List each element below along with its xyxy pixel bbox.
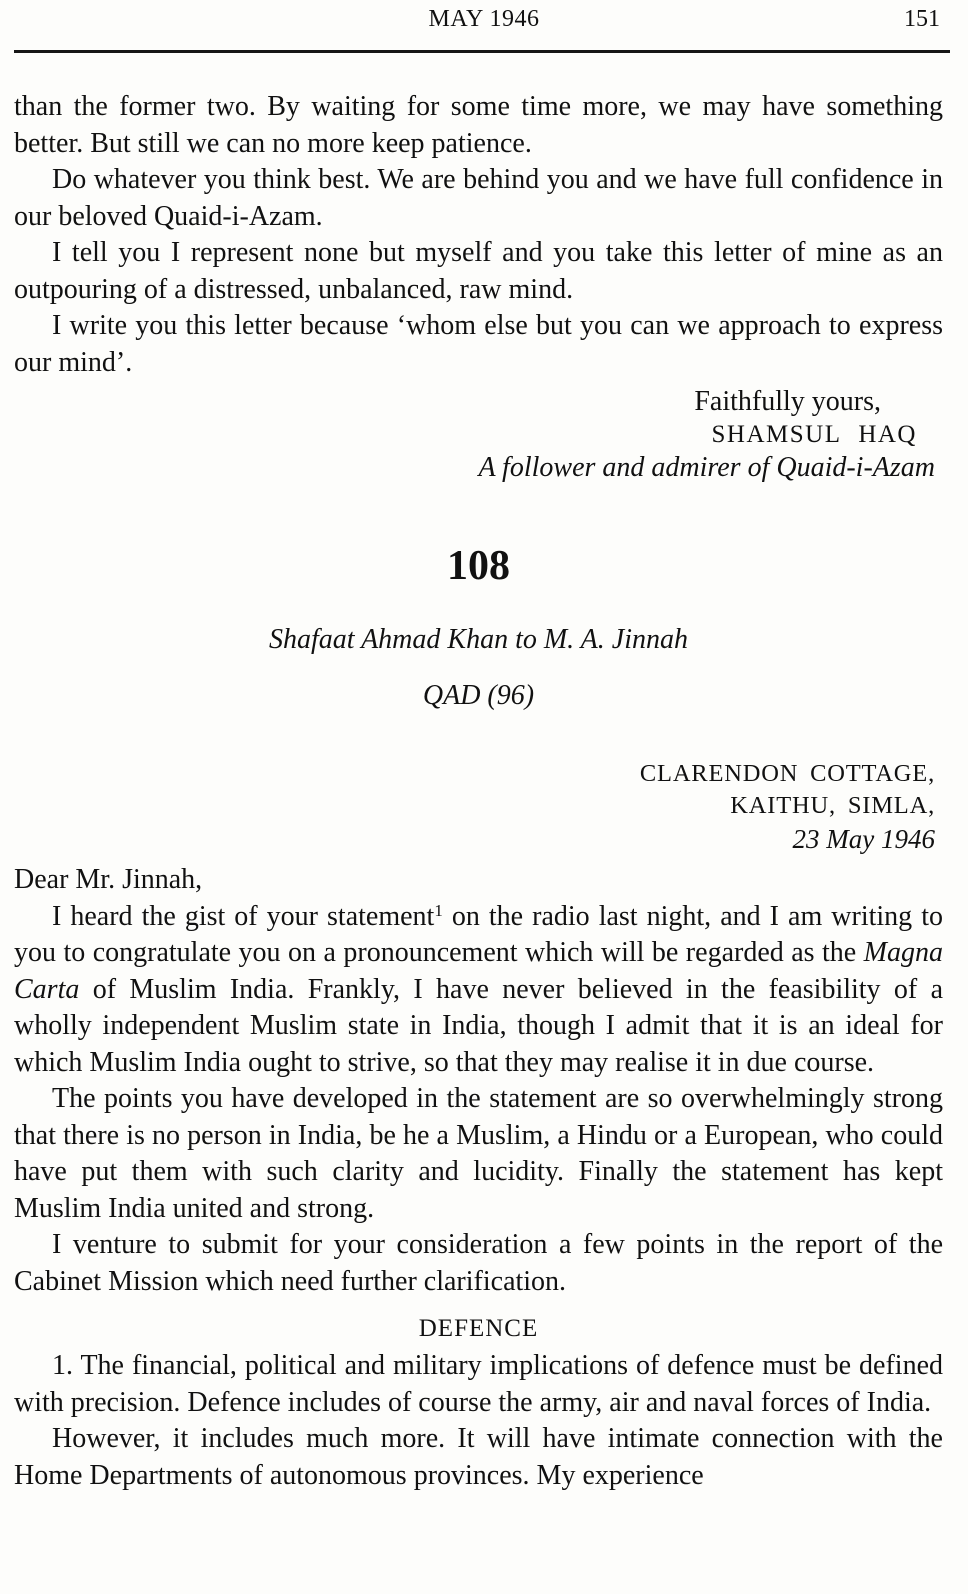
- letter-body: [14, 758, 943, 1494]
- document-reference: QAD (96): [422, 680, 535, 711]
- document-number: 108: [447, 543, 510, 589]
- paragraph: 1. The financial, political and military implications of defence must be defined with precision. Defence includes of course the army, air and naval forces of India.: [14, 1350, 943, 1418]
- closing-signature: SHAMSUL HAQ: [711, 421, 917, 448]
- paragraph: [14, 899, 943, 1082]
- paragraph: The points you have developed in the statement are so overwhelmingly strong that there is no person in India, be he a Muslim, a Hindu or a European, who could have put them with such clarity and lucidity. Finally the statement has kept Muslim India united and strong.: [14, 1083, 943, 1224]
- document-heading: [14, 542, 943, 714]
- closing-signature-note: A follower and admirer of Quaid-i-Azam: [478, 452, 935, 483]
- paragraph: I write you this letter because ‘whom else but you can we approach to express our mind’.: [14, 310, 943, 378]
- closing-valediction: Faithfully yours,: [694, 386, 881, 417]
- paragraph: I venture to submit for your consideration a few points in the report of the Cabinet Mission which need further clarification.: [14, 1229, 943, 1297]
- paragraph: However, it includes much more. It will have intimate connection with the Home Departments of autonomous provinces. My experience: [14, 1423, 943, 1491]
- running-head-title: MAY 1946: [428, 6, 540, 32]
- letter-date: 23 May 1946: [792, 824, 935, 854]
- footnote-marker: 1: [434, 900, 443, 920]
- address-block: [14, 758, 943, 856]
- section-heading-defence: DEFENCE: [418, 1315, 539, 1342]
- paragraph: than the former two. By waiting for some time more, we may have something better. But still we can no more keep patience.: [14, 91, 943, 159]
- address-line: KAITHU, SIMLA,: [730, 792, 935, 819]
- page-header: [0, 0, 968, 38]
- italic-phrase: Magna Carta: [14, 937, 943, 1005]
- letter-closing: [14, 385, 943, 484]
- document-title: Shafaat Ahmad Khan to M. A. Jinnah: [269, 624, 688, 655]
- paragraph-text: on the radio last night, and I am writing to you to congratulate you on a pronouncement which will be regarded as the: [14, 900, 943, 968]
- paragraph: Do whatever you think best. We are behind you and we have full confidence in our beloved Quaid-i-Azam.: [14, 164, 943, 232]
- text-column: [0, 89, 968, 1494]
- address-line: CLARENDON COTTAGE,: [639, 760, 935, 787]
- page-number: 151: [904, 6, 940, 32]
- paragraph-text: of Muslim India. Frankly, I have never believed in the feasibility of a wholly independent Muslim state in India, though I admit that it is an ideal for which Muslim India ought to strive, so that they may realise it in due course.: [14, 973, 943, 1078]
- paragraph-text: I heard the gist of your statement: [52, 900, 435, 932]
- paragraph: I tell you I represent none but myself and you take this letter of mine as an outpouring of a distressed, unbalanced, raw mind.: [14, 237, 943, 305]
- header-rule: [14, 50, 950, 53]
- letter-continuation: [14, 89, 943, 484]
- salutation: Dear Mr. Jinnah,: [14, 864, 203, 895]
